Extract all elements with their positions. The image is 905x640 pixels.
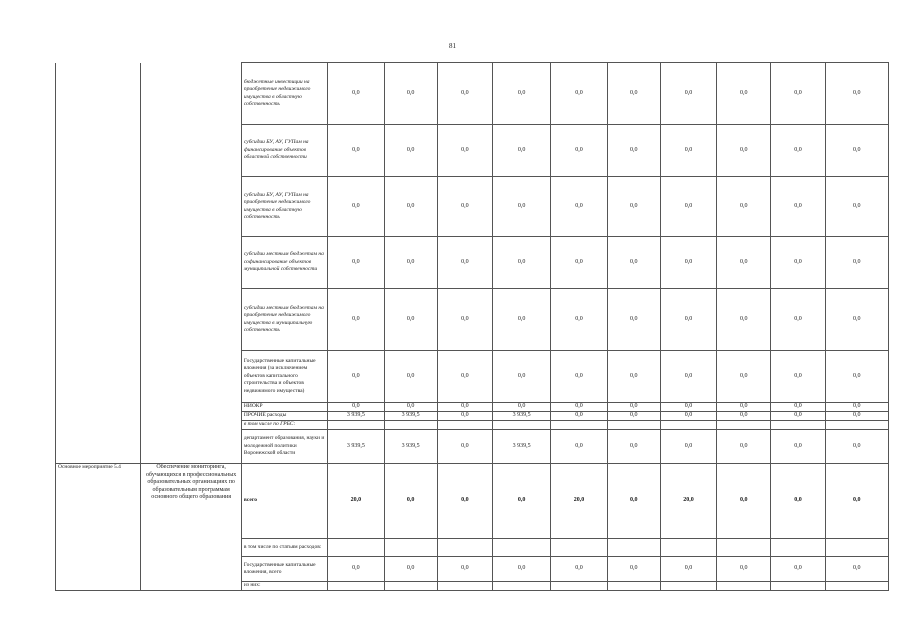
value-cell: 0,0 bbox=[437, 237, 492, 289]
table-row bbox=[56, 464, 889, 539]
value-cell: 0,0 bbox=[384, 464, 437, 539]
value-cell bbox=[493, 582, 551, 591]
value-cell: 0,0 bbox=[771, 125, 825, 177]
value-cell bbox=[607, 582, 660, 591]
value-cell: 0,0 bbox=[328, 177, 384, 237]
value-cell: 0,0 bbox=[493, 557, 551, 582]
value-cell: 0,0 bbox=[384, 289, 437, 351]
budget-table bbox=[55, 62, 889, 591]
value-cell: 0,0 bbox=[660, 351, 716, 403]
value-cell: 0,0 bbox=[437, 63, 492, 125]
value-cell: 0,0 bbox=[437, 412, 492, 421]
value-cell: 0,0 bbox=[493, 351, 551, 403]
value-cell: 0,0 bbox=[607, 430, 660, 464]
expense-item-label: департамент образования, науки и молодежной политики Воронежской области bbox=[241, 430, 327, 464]
value-cell: 0,0 bbox=[660, 557, 716, 582]
value-cell bbox=[825, 539, 888, 557]
value-cell bbox=[437, 539, 492, 557]
value-cell: 0,0 bbox=[717, 289, 771, 351]
value-cell: 0,0 bbox=[607, 403, 660, 412]
value-cell: 0,0 bbox=[328, 289, 384, 351]
value-cell: 0,0 bbox=[825, 237, 888, 289]
value-cell bbox=[771, 539, 825, 557]
value-cell: 3 939,5 bbox=[328, 412, 384, 421]
value-cell: 0,0 bbox=[493, 177, 551, 237]
value-cell: 0,0 bbox=[328, 403, 384, 412]
value-cell bbox=[551, 582, 607, 591]
value-cell bbox=[825, 421, 888, 430]
value-cell bbox=[607, 539, 660, 557]
value-cell bbox=[437, 421, 492, 430]
value-cell bbox=[717, 421, 771, 430]
value-cell: 0,0 bbox=[825, 125, 888, 177]
value-cell: 0,0 bbox=[717, 412, 771, 421]
expense-item-label: Государственные капитальные вложения (за исключением объектов капитального строительства и объектов недвижимого имущества) bbox=[241, 351, 327, 403]
value-cell: 0,0 bbox=[551, 403, 607, 412]
event-name-cell bbox=[56, 63, 141, 464]
value-cell: 0,0 bbox=[717, 351, 771, 403]
value-cell bbox=[437, 582, 492, 591]
value-cell: 0,0 bbox=[437, 289, 492, 351]
value-cell: 0,0 bbox=[437, 464, 492, 539]
expense-item-label: бюджетные инвестиции на приобретение недвижимого имущества в областную собственность bbox=[241, 63, 327, 125]
value-cell: 0,0 bbox=[437, 125, 492, 177]
value-cell: 3 939,5 bbox=[384, 430, 437, 464]
value-cell: 0,0 bbox=[384, 125, 437, 177]
expense-item-label: всего bbox=[241, 464, 327, 539]
expense-item-label: в том числе по статьям расходов: bbox=[241, 539, 327, 557]
value-cell bbox=[660, 539, 716, 557]
value-cell: 0,0 bbox=[493, 403, 551, 412]
value-cell: 0,0 bbox=[771, 464, 825, 539]
value-cell bbox=[384, 421, 437, 430]
value-cell: 0,0 bbox=[437, 177, 492, 237]
value-cell: 0,0 bbox=[717, 557, 771, 582]
value-cell: 20,0 bbox=[328, 464, 384, 539]
value-cell: 0,0 bbox=[328, 63, 384, 125]
value-cell: 0,0 bbox=[660, 289, 716, 351]
value-cell: 0,0 bbox=[660, 430, 716, 464]
value-cell bbox=[384, 539, 437, 557]
value-cell: 0,0 bbox=[607, 412, 660, 421]
value-cell: 0,0 bbox=[493, 63, 551, 125]
value-cell: 0,0 bbox=[493, 289, 551, 351]
value-cell: 0,0 bbox=[825, 557, 888, 582]
expense-item-label: субсидии БУ, АУ, ГУПам на финансирование объектов областной собственности bbox=[241, 125, 327, 177]
value-cell bbox=[493, 539, 551, 557]
value-cell: 0,0 bbox=[384, 557, 437, 582]
value-cell bbox=[771, 421, 825, 430]
value-cell: 0,0 bbox=[328, 557, 384, 582]
value-cell: 0,0 bbox=[717, 177, 771, 237]
value-cell: 0,0 bbox=[551, 237, 607, 289]
value-cell: 0,0 bbox=[771, 289, 825, 351]
value-cell: 0,0 bbox=[717, 403, 771, 412]
value-cell: 0,0 bbox=[660, 403, 716, 412]
value-cell: 0,0 bbox=[660, 412, 716, 421]
value-cell: 0,0 bbox=[607, 351, 660, 403]
table-row bbox=[56, 63, 889, 125]
value-cell bbox=[825, 582, 888, 591]
value-cell bbox=[660, 582, 716, 591]
value-cell bbox=[328, 421, 384, 430]
value-cell: 0,0 bbox=[825, 177, 888, 237]
value-cell: 0,0 bbox=[384, 351, 437, 403]
value-cell bbox=[771, 582, 825, 591]
expense-item-label: субсидии местным бюджетам на софинансирование объектов муниципальной собственности bbox=[241, 237, 327, 289]
value-cell: 0,0 bbox=[771, 351, 825, 403]
value-cell: 0,0 bbox=[717, 125, 771, 177]
value-cell: 0,0 bbox=[551, 430, 607, 464]
value-cell: 3 939,5 bbox=[493, 430, 551, 464]
value-cell: 0,0 bbox=[825, 63, 888, 125]
value-cell: 0,0 bbox=[551, 412, 607, 421]
value-cell: 0,0 bbox=[437, 351, 492, 403]
value-cell: 0,0 bbox=[607, 557, 660, 582]
value-cell: 0,0 bbox=[437, 430, 492, 464]
value-cell bbox=[551, 539, 607, 557]
value-cell bbox=[328, 539, 384, 557]
value-cell: 0,0 bbox=[607, 464, 660, 539]
event-name-cell: Основное мероприятие 5.4 bbox=[56, 464, 141, 591]
value-cell: 0,0 bbox=[825, 351, 888, 403]
value-cell: 3 939,5 bbox=[328, 430, 384, 464]
value-cell: 3 939,5 bbox=[493, 412, 551, 421]
expense-item-label: субсидии местным бюджетам на приобретение недвижимого имущества в муниципальную собственность bbox=[241, 289, 327, 351]
value-cell: 0,0 bbox=[825, 403, 888, 412]
value-cell: 0,0 bbox=[825, 289, 888, 351]
table-body bbox=[56, 63, 889, 591]
value-cell: 3 939,5 bbox=[384, 412, 437, 421]
value-cell bbox=[660, 421, 716, 430]
value-cell: 0,0 bbox=[493, 125, 551, 177]
page-number: 81 bbox=[449, 42, 456, 50]
event-description-cell bbox=[141, 63, 241, 464]
value-cell bbox=[607, 421, 660, 430]
event-description-cell: Обеспечение мониторинга, обучающихся в профессиональных образовательных организациях по образовательным программам основного общего образования bbox=[141, 464, 241, 591]
value-cell bbox=[717, 539, 771, 557]
expense-item-label: ПРОЧИЕ расходы bbox=[241, 412, 327, 421]
value-cell: 0,0 bbox=[717, 464, 771, 539]
value-cell: 0,0 bbox=[384, 63, 437, 125]
value-cell: 0,0 bbox=[825, 464, 888, 539]
value-cell bbox=[717, 582, 771, 591]
value-cell: 0,0 bbox=[771, 430, 825, 464]
value-cell: 0,0 bbox=[384, 237, 437, 289]
value-cell: 0,0 bbox=[384, 177, 437, 237]
value-cell: 0,0 bbox=[771, 403, 825, 412]
value-cell bbox=[493, 421, 551, 430]
value-cell: 0,0 bbox=[551, 63, 607, 125]
expense-item-label: в том числе по ГРБС: bbox=[241, 421, 327, 430]
value-cell: 20,0 bbox=[660, 464, 716, 539]
value-cell: 0,0 bbox=[328, 351, 384, 403]
value-cell: 0,0 bbox=[551, 557, 607, 582]
expense-item-label: субсидии БУ, АУ, ГУПам на приобретение недвижимого имущества в областную собственность bbox=[241, 177, 327, 237]
value-cell: 0,0 bbox=[771, 557, 825, 582]
value-cell: 0,0 bbox=[717, 237, 771, 289]
value-cell bbox=[328, 582, 384, 591]
expense-item-label: НИОКР bbox=[241, 403, 327, 412]
value-cell: 0,0 bbox=[551, 177, 607, 237]
value-cell: 0,0 bbox=[607, 177, 660, 237]
value-cell: 0,0 bbox=[771, 237, 825, 289]
value-cell: 0,0 bbox=[493, 237, 551, 289]
value-cell: 0,0 bbox=[328, 125, 384, 177]
value-cell: 0,0 bbox=[551, 125, 607, 177]
value-cell: 0,0 bbox=[328, 237, 384, 289]
value-cell bbox=[551, 421, 607, 430]
value-cell: 0,0 bbox=[607, 125, 660, 177]
value-cell: 0,0 bbox=[825, 430, 888, 464]
value-cell: 0,0 bbox=[660, 177, 716, 237]
value-cell: 0,0 bbox=[717, 63, 771, 125]
value-cell: 0,0 bbox=[437, 403, 492, 412]
value-cell: 0,0 bbox=[551, 289, 607, 351]
value-cell: 0,0 bbox=[825, 412, 888, 421]
value-cell: 0,0 bbox=[660, 237, 716, 289]
value-cell: 0,0 bbox=[493, 464, 551, 539]
value-cell: 0,0 bbox=[384, 403, 437, 412]
value-cell: 0,0 bbox=[771, 412, 825, 421]
value-cell: 0,0 bbox=[607, 289, 660, 351]
value-cell: 0,0 bbox=[607, 63, 660, 125]
value-cell: 0,0 bbox=[771, 63, 825, 125]
value-cell: 20,0 bbox=[551, 464, 607, 539]
value-cell: 0,0 bbox=[717, 430, 771, 464]
value-cell: 0,0 bbox=[660, 125, 716, 177]
expense-item-label: Государственные капитальные вложения, всего bbox=[241, 557, 327, 582]
value-cell: 0,0 bbox=[437, 557, 492, 582]
value-cell: 0,0 bbox=[771, 177, 825, 237]
expense-item-label: из них: bbox=[241, 582, 327, 591]
value-cell: 0,0 bbox=[660, 63, 716, 125]
value-cell: 0,0 bbox=[607, 237, 660, 289]
value-cell bbox=[384, 582, 437, 591]
value-cell: 0,0 bbox=[551, 351, 607, 403]
